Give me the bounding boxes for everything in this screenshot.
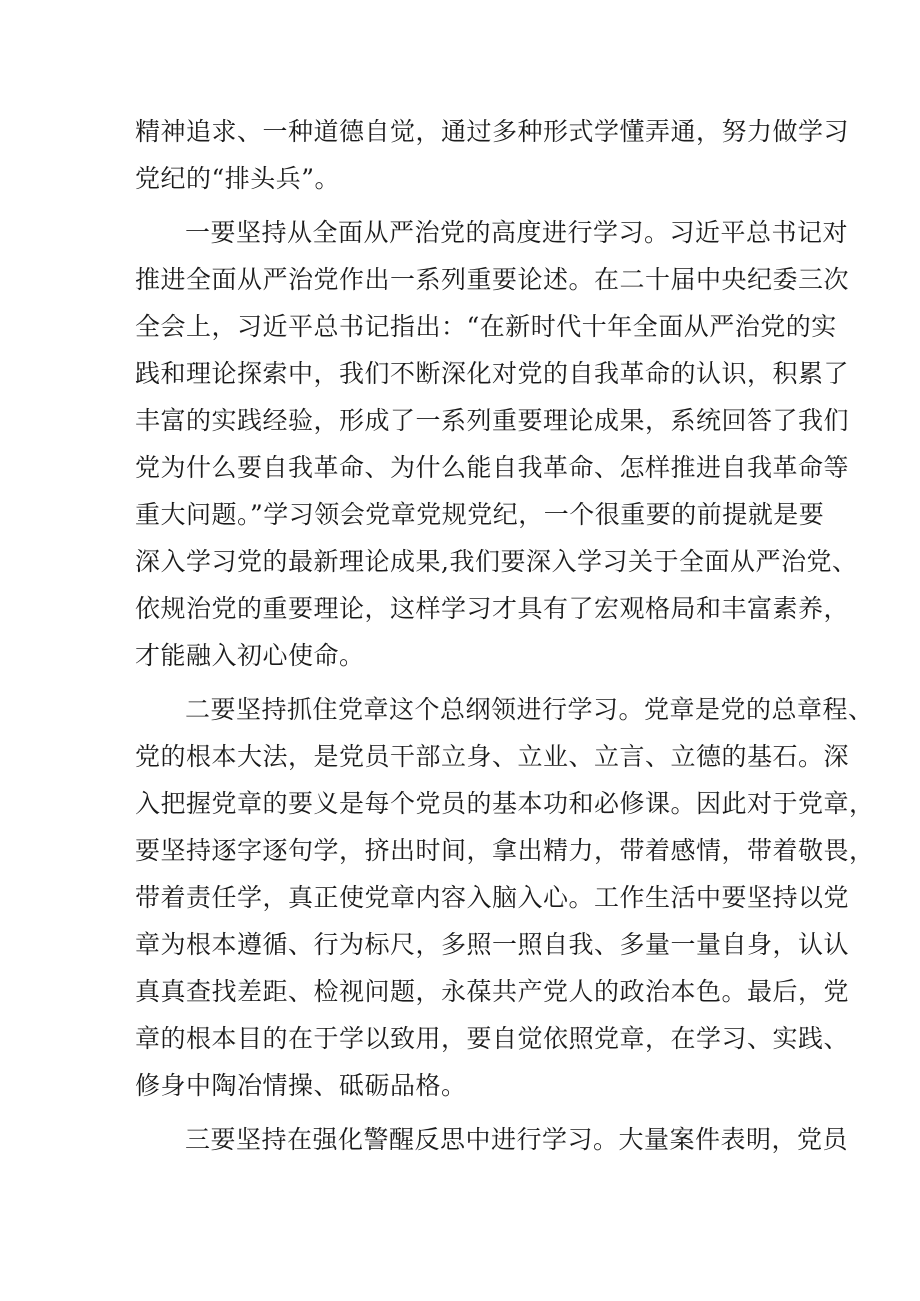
text-line: 三要坚持在强化警醒反思中进行学习。大量案件表明，党员 [185, 1125, 849, 1154]
paragraph-2 [135, 686, 875, 1109]
text-line: 推进全面从严治党作出一系列重要论述。在二十届中央纪委三次 [135, 265, 850, 294]
text-line: 章的根本目的在于学以致用，要自觉依照党章，在学习、实践、 [135, 1024, 850, 1053]
text-line: 党的根本大法，是党员干部立身、立业、立言、立德的基石。深 [135, 742, 850, 771]
text-line: 才能融入初心使命。 [135, 641, 365, 670]
text-line: 二要坚持抓住党章这个总纲领进行学习。党章是党的总章程、 [185, 695, 874, 724]
text-line: 入把握党章的要义是每个党员的基本功和必修课。因此对于党章， [135, 789, 875, 818]
text-line: 章为根本遵循、行为标尺，多照一照自我、多量一量自身，认认 [135, 930, 850, 959]
text-line: 党为什么要自我革命、为什么能自我革命、怎样推进自我革命等 [135, 453, 850, 482]
text-line: 真真查找差距、检视问题，永葆共产党人的政治本色。最后，党 [135, 977, 850, 1006]
intro-paragraph [135, 108, 850, 202]
text-line: 带着责任学，真正使党章内容入脑入心。工作生活中要坚持以党 [135, 883, 850, 912]
text-line: 依规治党的重要理论，这样学习才具有了宏观格局和丰富素养， [135, 594, 850, 623]
text-line: 一要坚持从全面从严治党的高度进行学习。习近平总书记对 [185, 218, 849, 247]
text-line: 党纪的“排头兵”。 [135, 164, 341, 193]
text-line: 深入学习党的最新理论成果,我们要深入学习关于全面从严治党、 [135, 547, 858, 576]
text-line: 践和理论探索中，我们不断深化对党的自我革命的认识，积累了 [135, 359, 850, 388]
document-body [135, 108, 875, 1163]
text-line: 重大问题。”学习领会党章党规党纪，一个很重要的前提就是要 [135, 500, 825, 529]
text-line: 全会上，习近平总书记指出：“在新时代十年全面从严治党的实 [135, 312, 837, 341]
paragraph-1 [135, 209, 858, 679]
text-line: 丰富的实践经验，形成了一系列重要理论成果，系统回答了我们 [135, 406, 850, 435]
text-line: 要坚持逐字逐句学，挤出时间，拿出精力，带着感情，带着敬畏， [135, 836, 875, 865]
text-line: 修身中陶冶情操、砥砺品格。 [135, 1071, 467, 1100]
paragraph-3 [135, 1116, 849, 1163]
text-line: 精神追求、一种道德自觉，通过多种形式学懂弄通，努力做学习 [135, 117, 850, 146]
